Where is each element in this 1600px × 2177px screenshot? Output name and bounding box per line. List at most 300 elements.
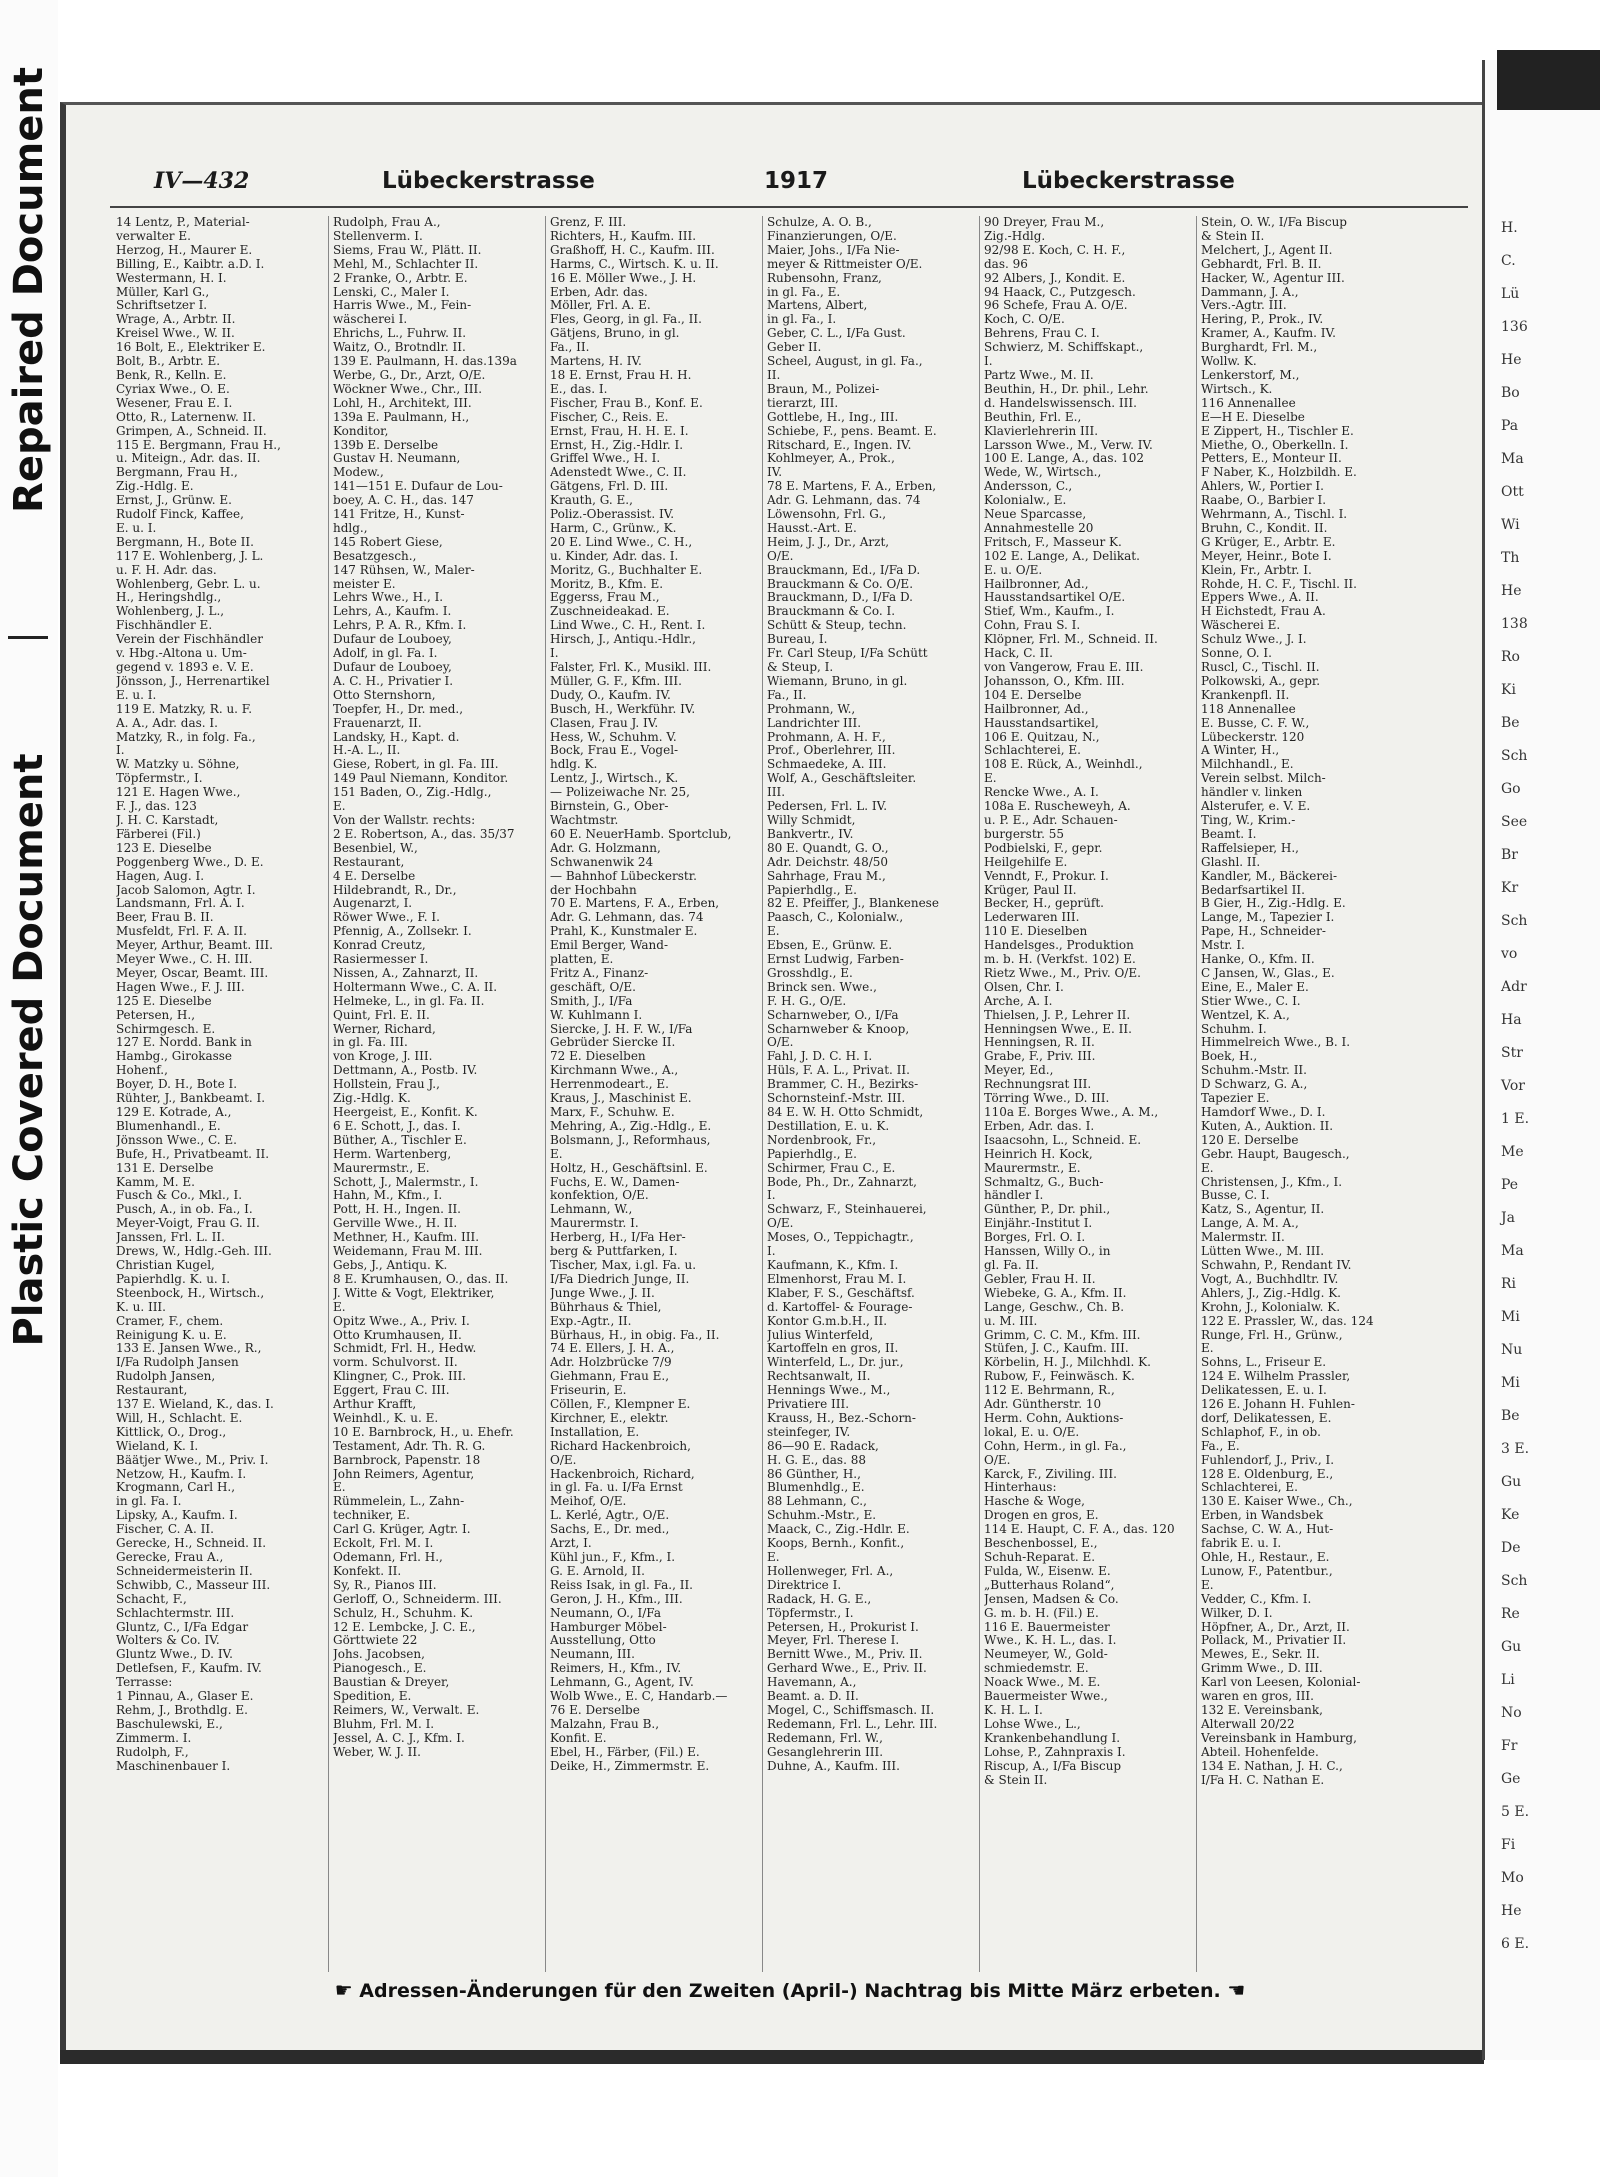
directory-entry-line: Wöckner Wwe., Chr., III. (333, 382, 483, 396)
directory-entry-line: Töpfermstr., I. (767, 1606, 854, 1620)
directory-entry-line: Sachs, E., Dr. med., (550, 1523, 670, 1537)
directory-entry-line: 137 E. Wieland, K., das. I. (116, 1398, 274, 1412)
facing-page-fragment: Ge (1501, 1771, 1521, 1787)
directory-entry-line: Spedition, E. (333, 1690, 412, 1704)
directory-entry-line: 84 E. W. H. Otto Schmidt, (767, 1106, 924, 1119)
directory-entry-line: steinfeger, IV. (767, 1425, 851, 1439)
directory-entry-line: Bolsmann, J., Reformhaus, (550, 1133, 711, 1147)
directory-entry-line: Verein der Fischhändler (116, 633, 263, 647)
directory-entry-line: Riscup, A., I/Fa Biscup (984, 1759, 1122, 1773)
directory-entry-line: Töpfermstr., I. (116, 772, 203, 786)
directory-entry-line: 82 E. Pfeiffer, J., Blankenese (767, 897, 939, 911)
directory-entry-line: 60 E. NeuerHamb. Sportclub, (550, 827, 732, 841)
directory-entry-line: 74 E. Ellers, J. H. A., (550, 1342, 675, 1356)
directory-entry-line: Weinhdl., K. u. E. (333, 1411, 439, 1425)
directory-entry-line: Neumann, III. (550, 1648, 635, 1662)
directory-entry-line: Rudolph Jansen, (116, 1370, 216, 1384)
directory-entry-line: O/E. (767, 549, 794, 563)
directory-entry-line: C Jansen, W., Glas., E. (1201, 966, 1335, 980)
directory-entry-line: Krüger, Paul II. (984, 883, 1077, 897)
directory-entry-line: Hacker, W., Agentur III. (1201, 271, 1345, 285)
facing-page-fragment: De (1501, 1540, 1521, 1556)
directory-entry-line: Elmenhorst, Frau M. I. (767, 1272, 907, 1286)
directory-entry-line: Bock, Frau E., Vogel- (550, 744, 679, 758)
directory-entry-line: hdlg., (333, 521, 368, 535)
directory-entry-line: Besenbiel, W., (333, 841, 418, 855)
directory-entry-line: Rehm, J., Brothdlg. E. (116, 1703, 248, 1717)
directory-entry-line: Grimpen, A., Schneid. II. (116, 424, 267, 438)
directory-entry-line: Landsmann, Frl. A. I. (116, 897, 245, 911)
directory-entry-line: Heim, J. J., Dr., Arzt, (767, 535, 890, 549)
facing-page-fragment: Br (1501, 847, 1518, 863)
directory-entry-line: Kontor G.m.b.H., II. (767, 1314, 888, 1328)
directory-entry-line: d. Kartoffel- & Fourage- (767, 1300, 913, 1314)
directory-entry-line: Redemann, Frl. L., Lehr. III. (767, 1717, 938, 1731)
facing-page-fragment: C. (1501, 253, 1516, 269)
directory-entry-line: Marx, F., Schuhw. E. (550, 1106, 675, 1119)
directory-entry-line: 106 E. Quitzau, N., (984, 730, 1100, 744)
directory-entry-line: Wohlenberg, Gebr. L. u. (116, 577, 261, 591)
directory-entry-line: Fritsch, F., Masseur K. (984, 535, 1122, 549)
directory-entry-line: Schwibb, C., Masseur III. (116, 1578, 271, 1592)
directory-entry-line: 10 E. Barnbrock, H., u. Ehefr. (333, 1425, 514, 1439)
directory-entry-line: Himmelreich Wwe., B. I. (1201, 1036, 1351, 1050)
directory-entry-line: Lenski, C., Maler I. (333, 285, 450, 299)
directory-entry-line: Olsen, Chr. I. (984, 980, 1064, 994)
directory-entry-line: Restaurant, (116, 1384, 188, 1398)
directory-entry-line: Möller, Frl. A. E. (550, 299, 651, 313)
directory-column-2 (329, 216, 546, 1972)
directory-entry-line: Hailbronner, Ad., (984, 577, 1089, 591)
directory-entry-line: Podbielski, F., gepr. (984, 841, 1103, 855)
directory-entry-line: Papierhdlg., E. (767, 883, 857, 897)
directory-entry-line: Landrichter III. (767, 716, 862, 730)
directory-entry-line: Hohenf., (116, 1064, 168, 1078)
directory-entry-line: Poggenberg Wwe., D. E. (116, 855, 264, 869)
directory-entry-line: meyer & Rittmeister O/E. (767, 257, 923, 271)
directory-entry-line: Cohn, Frau S. I. (984, 619, 1081, 633)
facing-page-fragment: Sch (1501, 1573, 1528, 1589)
directory-entry-line: D Schwarz, G. A., (1201, 1078, 1308, 1092)
directory-entry-line: Falster, Frl. K., Musikl. III. (550, 661, 712, 674)
directory-entry-line: Schott, J., Malermstr., I. (333, 1175, 479, 1189)
directory-entry-line: Lange, Geschw., Ch. B. (984, 1300, 1125, 1314)
directory-entry-line: E. u. I. (116, 688, 157, 702)
directory-entry-line: Fischhändler E. (116, 619, 213, 633)
facing-page-fragment: Kr (1501, 880, 1519, 896)
directory-entry-line: Clasen, Frau J. IV. (550, 716, 659, 730)
directory-entry-line: 16 Bolt, E., Elektriker E. (116, 341, 266, 355)
directory-entry-line: Hering, P., Prok., IV. (1201, 313, 1324, 327)
directory-entry-line: Ernst, J., Grünw. E. (116, 494, 232, 508)
directory-entry-line: Körbelin, H. J., Milchhdl. K. (984, 1356, 1151, 1370)
facing-page-fragment: Gu (1501, 1639, 1522, 1655)
directory-entry-line: 6 E. Schott, J., das. I. (333, 1119, 461, 1133)
directory-entry-line: Hausstandsartikel, (984, 716, 1099, 730)
directory-entry-line: I/Fa Rudolph Jansen (116, 1356, 239, 1370)
directory-entry-line: Siercke, J. H. F. W., I/Fa (550, 1022, 693, 1036)
directory-entry-line: Schiebe, F., pens. Beamt. E. (767, 424, 937, 438)
directory-entry-line: Rudolph, F., (116, 1745, 189, 1759)
side-label-divider (8, 636, 48, 639)
directory-entry-line: 108a E. Ruscheweyh, A. (984, 800, 1131, 814)
directory-entry-line: 133 E. Jansen Wwe., R., (116, 1342, 262, 1356)
directory-entry-line: Graßhoff, H. C., Kaufm. III. (550, 243, 715, 257)
directory-entry-line: Hess, W., Schuhm. V. (550, 730, 677, 744)
directory-entry-line: vorm. Schulvorst. II. (333, 1356, 458, 1370)
directory-entry-line: 114 E. Haupt, C. F. A., das. 120 (984, 1523, 1175, 1537)
directory-entry-line: K. H. L. I. (984, 1703, 1043, 1717)
facing-page-fragment: Mi (1501, 1309, 1520, 1325)
directory-entry-line: Rencke Wwe., A. I. (984, 786, 1099, 800)
directory-entry-line: Geron, J. H., Kfm., III. (550, 1592, 683, 1606)
directory-entry-line: Ausstellung, Otto (550, 1634, 656, 1648)
directory-entry-line: Pusch, A., in ob. Fa., I. (116, 1203, 253, 1217)
directory-entry-line: Erben, Adr. das. (550, 285, 648, 299)
directory-entry-line: E Zippert, H., Tischler E. (1201, 424, 1354, 438)
directory-entry-line: H.-A. L., II. (333, 744, 401, 758)
directory-entry-line: Mehl, M., Schlachter II. (333, 257, 479, 271)
directory-entry-line: Grenz, F. III. (550, 216, 627, 229)
directory-entry-line: Adolf, in gl. Fa. I. (333, 647, 438, 661)
directory-entry-line: Rechnungsrat III. (984, 1078, 1092, 1092)
directory-entry-line: u. M. III. (984, 1314, 1038, 1328)
directory-entry-line: Carl G. Krüger, Agtr. I. (333, 1523, 471, 1537)
directory-entry-line: Fles, Georg, in gl. Fa., II. (550, 313, 702, 327)
directory-entry-line: Sahrhage, Frau M., (767, 869, 886, 883)
directory-entry-line: Lehrs, P. A. R., Kfm. I. (333, 619, 467, 633)
directory-entry-line: waren en gros, III. (1201, 1690, 1314, 1704)
directory-entry-line: Eine, E., Maler E. (1201, 980, 1309, 994)
directory-entry-line: das. 96 (984, 257, 1028, 271)
directory-entry-line: Johs. Jacobsen, (333, 1648, 425, 1662)
directory-entry-line: Schulz, H., Schuhm. K. (333, 1606, 474, 1620)
directory-entry-line: Kohlmeyer, A., Prok., (767, 452, 895, 466)
directory-entry-line: Vers.-Agtr. III. (1201, 299, 1287, 313)
directory-entry-line: Ohle, H., Restaur., E. (1201, 1551, 1330, 1564)
directory-entry-line: E., das. I. (550, 382, 608, 396)
directory-entry-line: E—H E. Dieselbe (1201, 410, 1305, 424)
directory-entry-line: Lübeckerstr. 120 (1201, 730, 1305, 744)
directory-entry-line: Havemann, A., (767, 1676, 857, 1690)
directory-entry-line: Hennings Wwe., M., (767, 1384, 891, 1398)
directory-entry-line: Reinigung K. u. E. (116, 1328, 227, 1342)
directory-entry-line: Ehrichs, L., Fuhrw. II. (333, 327, 467, 341)
directory-entry-line: O/E. (767, 1036, 794, 1050)
directory-entry-line: Bäätjer Wwe., M., Priv. I. (116, 1453, 269, 1467)
directory-entry-line: E. (984, 772, 997, 786)
directory-entry-line: gl. Fa. II. (984, 1258, 1039, 1272)
directory-entry-line: Papierhdlg. K. u. I. (116, 1272, 231, 1286)
directory-entry-line: E. (767, 1551, 780, 1564)
directory-entry-line: Kamm, M. E. (116, 1175, 195, 1189)
directory-entry-line: Kramer, A., Kaufm. IV. (1201, 327, 1336, 341)
directory-entry-line: Gerloff, O., Schneiderm. III. (333, 1592, 502, 1606)
facing-page-fragment: Ja (1501, 1210, 1515, 1226)
footer-text: Adressen-Änderungen für den Zweiten (April-) Nachtrag bis Mitte März erbeten. (359, 1980, 1221, 2002)
directory-entry-line: Julius Winterfeld, (767, 1328, 874, 1342)
directory-entry-line: händler v. linken (1201, 786, 1303, 800)
directory-entry-line: Mewes, E., Sekr. II. (1201, 1648, 1320, 1662)
pointing-hand-right-icon: ☚ (1227, 1978, 1246, 2002)
side-label-strip (0, 0, 58, 2177)
directory-entry-line: Löwensohn, Frl. G., (767, 508, 887, 522)
directory-entry-line: F Naber, K., Holzbildh. E. (1201, 466, 1357, 480)
directory-entry-line: 78 E. Martens, F. A., Erben, (767, 480, 937, 494)
directory-entry-line: Verein selbst. Milch- (1201, 772, 1326, 786)
directory-entry-line: Kraus, J., Maschinist E. (550, 1092, 692, 1106)
directory-entry-line: Beamt. a. D. II. (767, 1690, 859, 1704)
facing-page-fragment: Pe (1501, 1177, 1519, 1193)
directory-entry-line: Klein, Fr., Arbtr. I. (1201, 563, 1312, 577)
directory-entry-line: I. (767, 1245, 776, 1259)
directory-entry-line: E. (1201, 1161, 1214, 1175)
directory-entry-line: Brauckmann & Co. O/E. (767, 577, 914, 591)
directory-entry-line: E. (767, 925, 780, 939)
directory-entry-line: 76 E. Derselbe (550, 1703, 640, 1717)
directory-entry-line: Hausst.-Art. E. (767, 521, 857, 535)
directory-entry-line: Neue Sparcasse, (984, 508, 1087, 522)
directory-entry-line: Fischer, C., Reis. E. (550, 410, 669, 424)
directory-entry-line: 121 E. Hagen Wwe., (116, 786, 241, 800)
directory-entry-line: 110 E. Dieselben (984, 925, 1088, 939)
directory-entry-line: Gesanglehrerin III. (767, 1745, 884, 1759)
directory-entry-line: Gottlebe, H., Ing., III. (767, 410, 899, 424)
directory-entry-line: Burghardt, Frl. M., (1201, 341, 1318, 355)
directory-entry-line: Von der Wallstr. rechts: (333, 813, 476, 827)
directory-entry-line: 125 E. Dieselbe (116, 994, 212, 1008)
facing-page-fragment: He (1501, 352, 1522, 368)
directory-entry-line: Hackenbroich, Richard, (550, 1467, 695, 1481)
directory-entry-line: in gl. Fa. III. (333, 1036, 408, 1050)
directory-entry-line: Weidemann, Frau M. III. (333, 1245, 483, 1259)
directory-entry-line: techniker, E. (333, 1509, 410, 1523)
directory-entry-line: Drogen en gros, E. (984, 1509, 1099, 1523)
directory-entry-line: O/E. (984, 1453, 1011, 1467)
directory-entry-line: Alsterufer, e. V. E. (1201, 800, 1311, 814)
directory-entry-line: von Vangerow, Frau E. III. (984, 661, 1144, 674)
directory-entry-line: boey, A. C. H., das. 147 (333, 494, 474, 508)
directory-entry-line: händler I. (984, 1189, 1044, 1203)
directory-entry-line: Vogt, A., Buchhdltr. IV. (1201, 1272, 1339, 1286)
directory-entry-line: Finanzierungen, O/E. (767, 229, 897, 243)
directory-entry-line: meister E. (333, 577, 396, 591)
directory-entry-line: Richard Hackenbroich, (550, 1439, 691, 1453)
directory-entry-line: Schlaphof, F., in ob. (1201, 1425, 1321, 1439)
directory-entry-line: Bruhn, C., Kondit. II. (1201, 521, 1328, 535)
directory-entry-line: 122 E. Prassler, W., das. 124 (1201, 1314, 1374, 1328)
directory-entry-line: Ebsen, E., Grünw. E. (767, 939, 893, 953)
directory-entry-line: Behrens, Frau C. I. (984, 327, 1100, 341)
directory-entry-line: Meyer, Arthur, Beamt. III. (116, 939, 273, 953)
directory-entry-line: Waitz, O., Brotndlr. II. (333, 341, 466, 355)
directory-entry-line: Lange, A. M. A., (1201, 1217, 1299, 1231)
directory-entry-line: Petersen, H., (116, 1008, 196, 1022)
directory-entry-line: Herrenmodeart., E. (550, 1078, 669, 1092)
directory-entry-line: 88 Lehmann, C., (767, 1495, 867, 1509)
directory-entry-line: Kaufmann, K., Kfm. I. (767, 1258, 899, 1272)
directory-entry-line: Ahlers, J., Zig.-Hdlg. K. (1201, 1286, 1341, 1300)
directory-entry-line: Prohmann, A. H. F., (767, 730, 886, 744)
directory-entry-line: Petersen, H., Prokurist I. (767, 1620, 919, 1634)
directory-entry-line: Hagen, Aug. I. (116, 869, 205, 883)
directory-entry-line: Fischer, Frau B., Konf. E. (550, 396, 703, 410)
directory-entry-line: Blumenhdlg., E. (767, 1481, 865, 1495)
directory-entry-line: Fa., E. (1201, 1439, 1240, 1453)
facing-page-fragment: Sch (1501, 913, 1528, 929)
directory-entry-line: Malermstr. II. (1201, 1231, 1285, 1245)
directory-entry-line: Heergeist, E., Konfit. K. (333, 1106, 478, 1119)
directory-entry-line: Adenstedt Wwe., C. II. (550, 466, 687, 480)
directory-entry-line: Bergmann, H., Bote II. (116, 535, 254, 549)
directory-column-4 (763, 216, 980, 1972)
directory-entry-line: Sohns, L., Friseur E. (1201, 1356, 1327, 1370)
directory-entry-line: Krauth, G. E., (550, 494, 633, 508)
directory-entry-line: Wolf, A., Geschäftsleiter. (767, 772, 917, 786)
directory-entry-line: Meyer-Voigt, Frau G. II. (116, 1217, 260, 1231)
directory-entry-line: Grosshdlg., E. (767, 966, 853, 980)
directory-entry-line: Wiebeke, G. A., Kfm. II. (984, 1286, 1127, 1300)
directory-entry-line: Schirmgesch. E. (116, 1022, 216, 1036)
directory-entry-line: & Stein II. (1201, 229, 1265, 243)
directory-entry-line: Fusch & Co., Mkl., I. (116, 1189, 243, 1203)
directory-entry-line: Herzog, H., Maurer E. (116, 243, 253, 257)
directory-entry-line: Busch, H., Werkführ. IV. (550, 702, 696, 716)
directory-entry-line: Fr. Carl Steup, I/Fa Schütt (767, 647, 928, 661)
directory-entry-line: Vedder, C., Kfm. I. (1201, 1592, 1312, 1606)
directory-entry-line: Konditor, (333, 424, 389, 438)
directory-entry-line: Hildebrandt, R., Dr., (333, 883, 457, 897)
directory-entry-line: Kuten, A., Auktion. II. (1201, 1119, 1334, 1133)
directory-entry-line: Gebhardt, Frl. B. II. (1201, 257, 1322, 271)
directory-entry-line: Hanke, O., Kfm. II. (1201, 953, 1315, 967)
directory-entry-line: Harms, C., Wirtsch. K. u. II. (550, 257, 719, 271)
directory-entry-line: Barnbrock, Papenstr. 18 (333, 1453, 481, 1467)
directory-entry-line: A. C. H., Privatier I. (333, 674, 454, 688)
directory-entry-line: Melchert, J., Agent II. (1201, 243, 1333, 257)
directory-entry-line: 90 Dreyer, Frau M., (984, 216, 1105, 229)
directory-entry-line: Klöpner, Frl. M., Schneid. II. (984, 633, 1158, 647)
directory-entry-line: Schlachtermstr. III. (116, 1606, 235, 1620)
directory-entry-line: Ernst, Frau, H. H. E. I. (550, 424, 689, 438)
directory-entry-line: 92 Albers, J., Kondit. E. (984, 271, 1126, 285)
directory-entry-line: Lenkerstorf, M., (1201, 368, 1300, 382)
directory-entry-line: E. (333, 1481, 346, 1495)
directory-entry-line: Lind Wwe., C. H., Rent. I. (550, 619, 706, 633)
directory-entry-line: Geber II. (767, 341, 822, 355)
facing-page-fragment: 136 (1501, 319, 1528, 335)
directory-entry-line: Rühter, J., Bankbeamt. I. (116, 1092, 266, 1106)
directory-entry-line: Weber, W. J. II. (333, 1745, 421, 1759)
directory-entry-line: Schulz Wwe., J. I. (1201, 633, 1307, 647)
directory-entry-line: Rasiermesser I. (333, 953, 429, 967)
directory-entry-line: „Butterhaus Roland“, (984, 1578, 1115, 1592)
directory-entry-line: Meyer, Heinr., Bote I. (1201, 549, 1332, 563)
directory-entry-line: E. u. O/E. (984, 563, 1043, 577)
directory-entry-line: Gerville Wwe., H. II. (333, 1217, 458, 1231)
directory-entry-line: Billing, E., Kaibtr. a.D. I. (116, 257, 265, 271)
directory-entry-line: 129 E. Kotrade, A., (116, 1106, 232, 1119)
directory-entry-line: Tischer, Max, i.gl. Fa. u. (550, 1258, 697, 1272)
directory-entry-line: F. H. G., O/E. (767, 994, 847, 1008)
directory-entry-line: in gl. Fa., E. (767, 285, 841, 299)
directory-entry-line: Rudolph, Frau A., (333, 216, 441, 229)
directory-entry-line: Wede, W., Wirtsch., (984, 466, 1102, 480)
directory-entry-line: — Polizeiwache Nr. 25, (550, 786, 690, 800)
directory-entry-line: 94 Haack, C., Putzgesch. (984, 285, 1136, 299)
directory-entry-line: A. A., Adr. das. I. (116, 716, 218, 730)
directory-entry-line: Lohse, P., Zahnpraxis I. (984, 1745, 1126, 1759)
directory-entry-line: Pollack, M., Privatier II. (1201, 1634, 1347, 1648)
directory-entry-line: III. (767, 786, 786, 800)
directory-entry-line: Zig.-Hdlg. (984, 229, 1046, 243)
directory-entry-line: 16 E. Möller Wwe., J. H. (550, 271, 697, 285)
directory-entry-line: Miethe, O., Oberkelln. I. (1201, 438, 1349, 452)
directory-entry-line: 108 E. Rück, A., Weinhdl., (984, 758, 1143, 772)
directory-entry-line: Exp.-Agtr., II. (550, 1314, 632, 1328)
directory-entry-line: Schütt & Steup, techn. (767, 619, 907, 633)
directory-entry-line: Konrad Creutz, (333, 939, 426, 953)
directory-entry-line: Schneidermeisterin II. (116, 1564, 253, 1578)
directory-entry-line: Netzow, H., Kaufm. I. (116, 1467, 247, 1481)
directory-entry-line: Rechtsanwalt, II. (767, 1370, 871, 1384)
directory-entry-line: Lehmann, G., Agent, IV. (550, 1676, 694, 1690)
directory-entry-line: Harm, C., Grünw., K. (550, 521, 677, 535)
directory-entry-line: Pott, H. H., Ingen. II. (333, 1203, 461, 1217)
directory-entry-line: Ting, W., Krim.- (1201, 813, 1296, 827)
directory-entry-line: Brammer, C. H., Bezirks- (767, 1078, 919, 1092)
directory-entry-line: & Steup, I. (767, 661, 834, 674)
facing-page-fragment: He (1501, 1903, 1522, 1919)
facing-page-fragment: 5 E. (1501, 1804, 1530, 1820)
directory-entry-line: Lehmann, W., (550, 1203, 633, 1217)
directory-entry-line: Adr. G. Lehmann, das. 74 (550, 911, 704, 925)
directory-entry-line: in gl. Fa. u. I/Fa Ernst (550, 1481, 683, 1495)
directory-entry-line: Griffel Wwe., H. I. (550, 452, 661, 466)
directory-entry-line: Lentz, J., Wirtsch., K. (550, 772, 679, 786)
directory-entry-line: Benk, R., Kelln. E. (116, 368, 227, 382)
facing-page-fragment: Fi (1501, 1837, 1516, 1853)
directory-entry-line: A Winter, H., (1201, 744, 1280, 758)
directory-entry-line: Krankenbehandlung I. (984, 1731, 1121, 1745)
directory-entry-line: Kartoffeln en gros, II. (767, 1342, 899, 1356)
directory-entry-line: Handelsges., Produktion (984, 939, 1134, 953)
directory-entry-line: Beuthin, Frl. E., (984, 410, 1082, 424)
directory-entry-line: Karck, F., Ziviling. III. (984, 1467, 1117, 1481)
directory-entry-line: Gustav H. Neumann, (333, 452, 461, 466)
directory-entry-line: Kirchmann Wwe., A., (550, 1064, 679, 1078)
directory-entry-line: Reimers, W., Verwalt. E. (333, 1703, 480, 1717)
directory-entry-line: Lütten Wwe., M. III. (1201, 1245, 1325, 1259)
directory-entry-line: Ernst, H., Zig.-Hdlr. I. (550, 438, 684, 452)
directory-entry-line: Adr. G. Holzmann, (550, 841, 661, 855)
directory-entry-line: Henningsen Wwe., E. II. (984, 1022, 1132, 1036)
directory-entry-line: Direktrice I. (767, 1578, 842, 1592)
directory-entry-line: Augenarzt, I. (333, 897, 413, 911)
directory-entry-line: Fuchs, E. W., Damen- (550, 1175, 680, 1189)
facing-page-fragment: Go (1501, 781, 1521, 797)
facing-page-fragment: Be (1501, 715, 1520, 731)
directory-entry-line: Hambg., Girokasse (116, 1050, 233, 1064)
directory-entry-line: Christensen, J., Kfm., I. (1201, 1175, 1343, 1189)
directory-entry-line: Bolt, B., Arbtr. E. (116, 355, 221, 369)
directory-entry-line: Duhne, A., Kaufm. III. (767, 1759, 900, 1773)
directory-entry-line: Koch, C. O/E. (984, 313, 1065, 327)
facing-page-fragment: Vor (1501, 1078, 1525, 1094)
directory-entry-line: Kittlick, O., Drog., (116, 1425, 227, 1439)
directory-entry-line: Terrasse: (116, 1676, 173, 1690)
directory-entry-line: Lipsky, A., Kaufm. I. (116, 1509, 238, 1523)
